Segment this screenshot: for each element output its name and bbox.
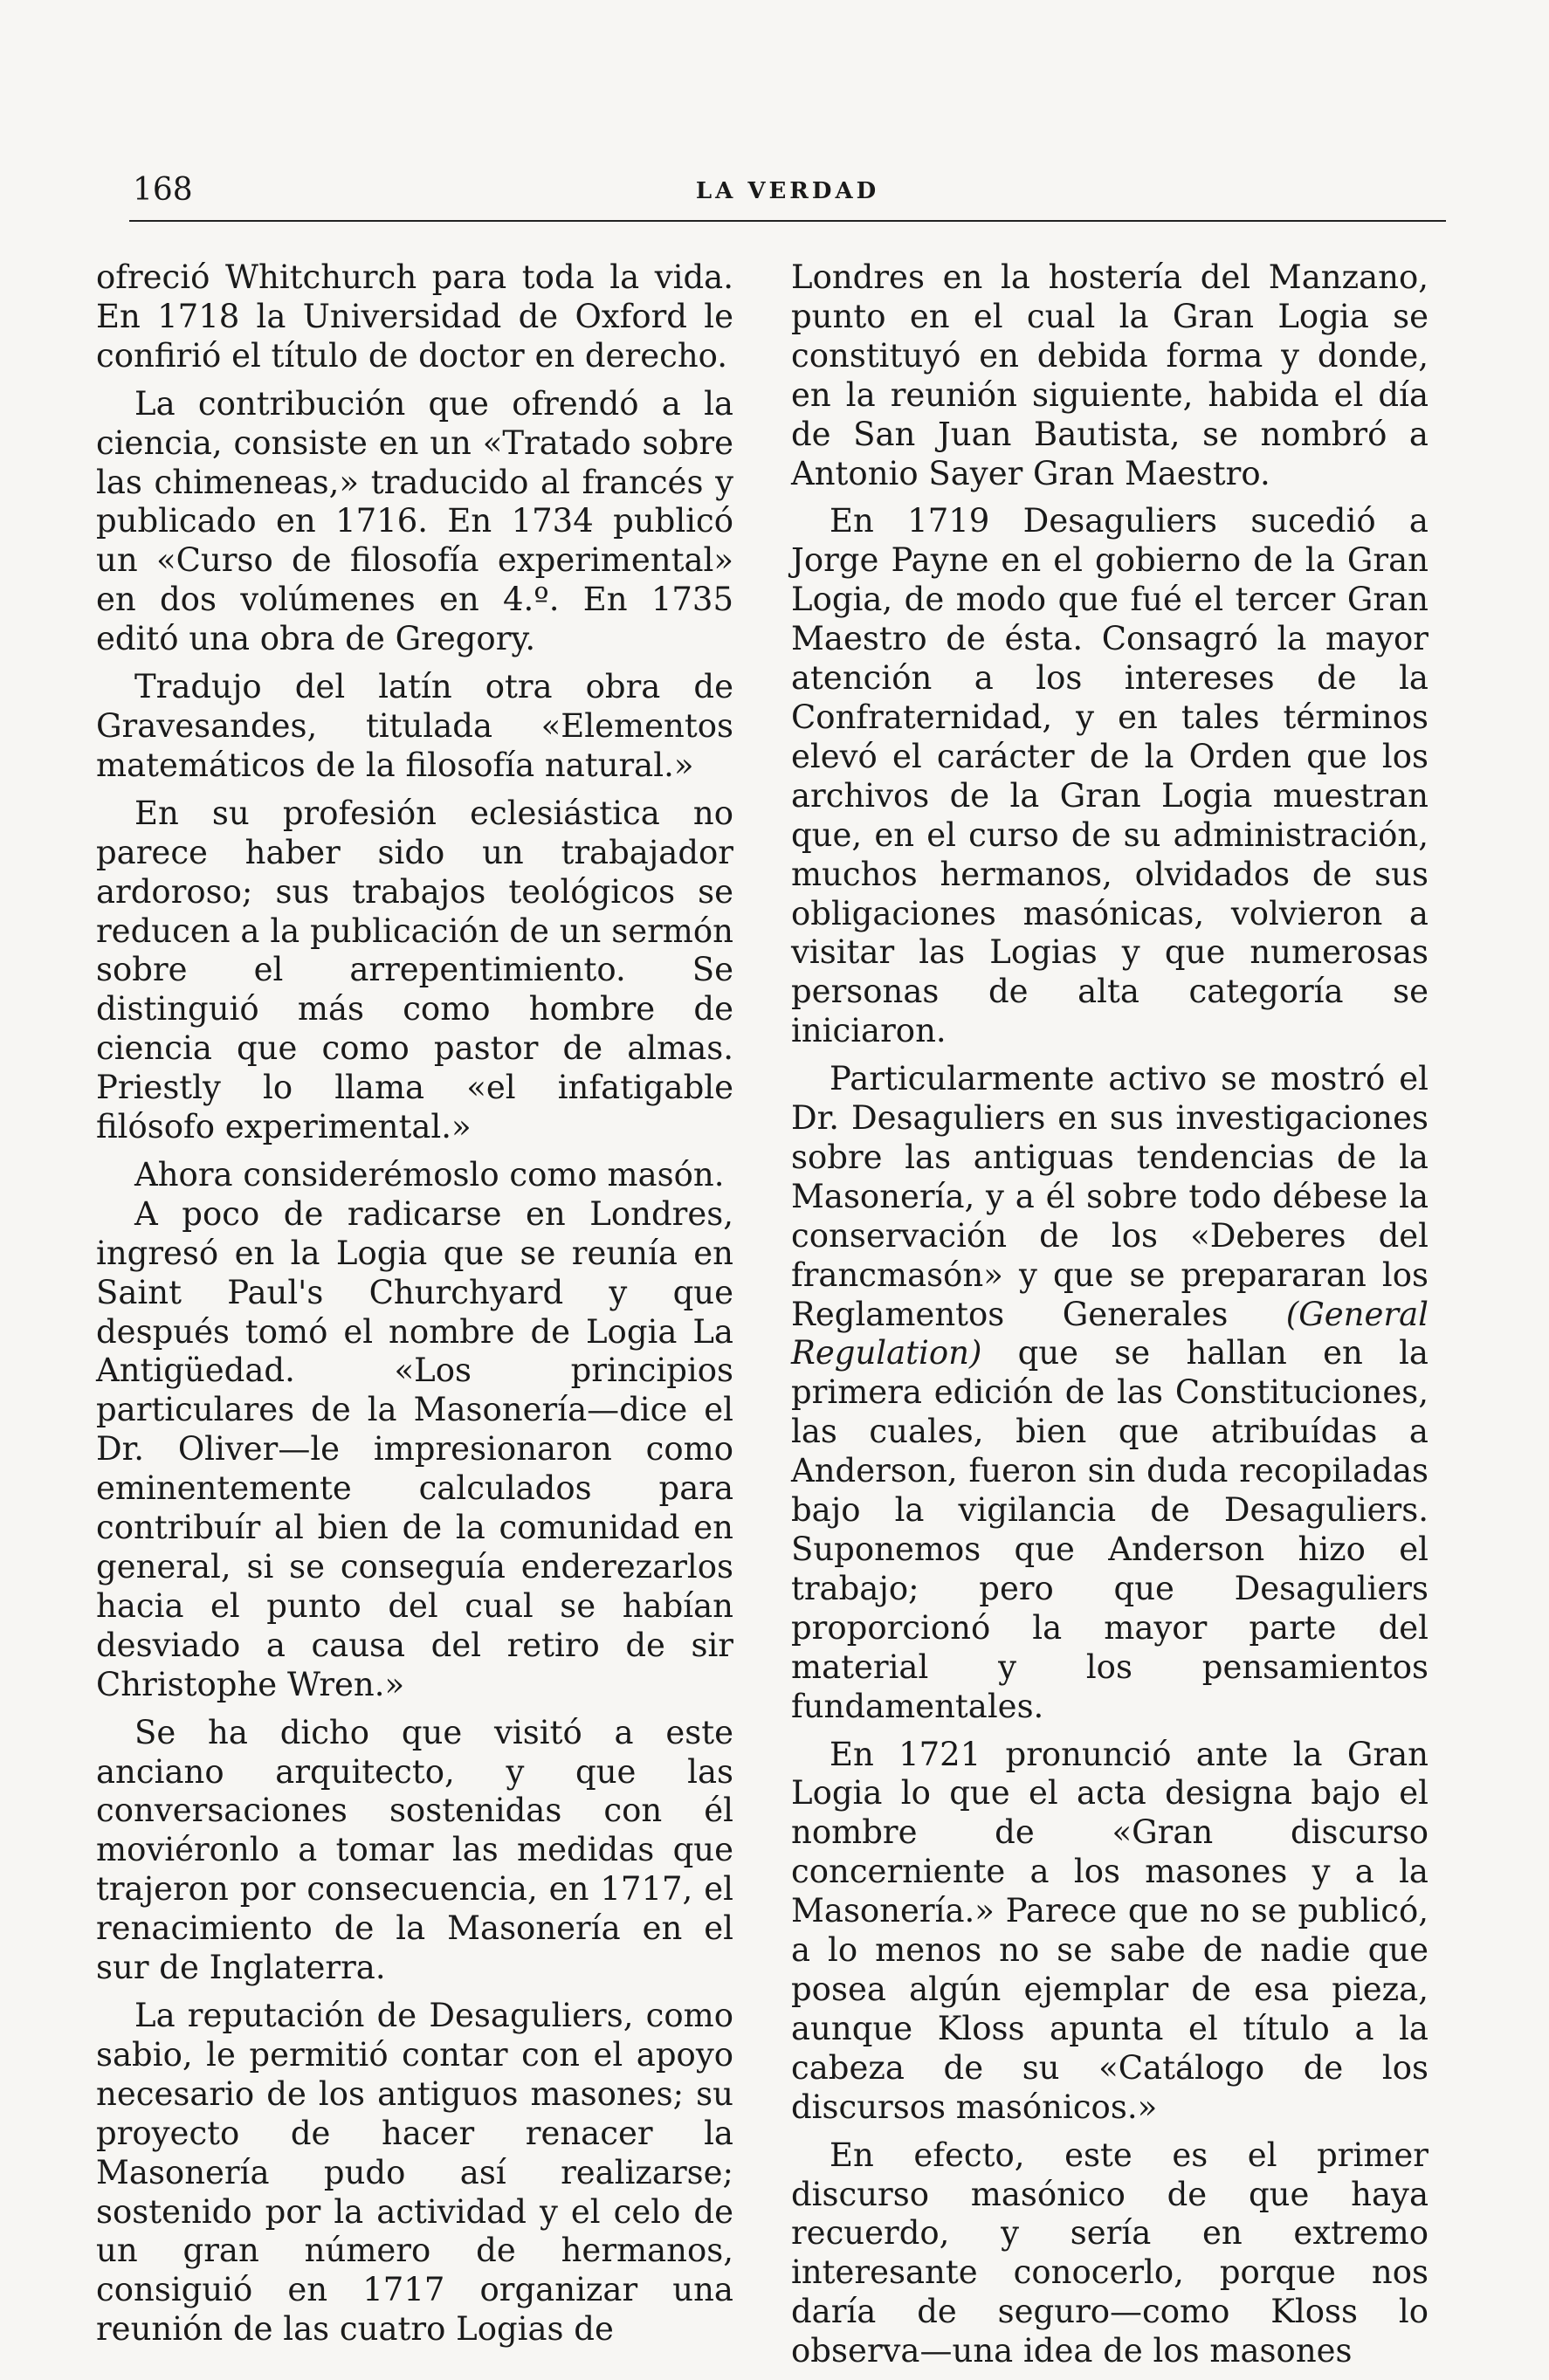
paragraph: Tradujo del latín otra obra de Gravesandes, titulada «Elementos matemáticos de la filosofía natural.» (96, 668, 733, 784)
paragraph: A poco de radicarse en Londres, ingresó en la Logia que se reunía en Saint Paul's Churchyard y que después tomó el nombre de Logia La Antigüedad. «Los principios particulares de la Masonería—dice el Dr. Oliver—le impresionaron como eminentemente calculados para contribuír al bien de la comunidad en general, si se conseguía enderezarlos hacia el punto del cual se habían desviado a causa del retiro de sir Christophe Wren.» (96, 1194, 733, 1703)
page-header (129, 168, 1446, 222)
paragraph: La contribución que ofrendó a la ciencia, consiste en un «Tratado sobre las chimeneas,» traducido al francés y publicado en 1716. En 1734 publicó un «Curso de filosofía experimental» en dos volúmenes en 4.º. En 1735 editó una obra de Gregory. (96, 384, 733, 658)
paragraph: Se ha dicho que visitó a este anciano arquitecto, y que las conversaciones sostenidas con él moviéronlo a tomar las medidas que trajeron por consecuencia, en 1717, el renacimiento de la Masonería en el sur de Inglaterra. (96, 1713, 733, 1987)
left-column (96, 258, 733, 2358)
running-title: LA VERDAD (695, 178, 880, 204)
right-column (791, 258, 1429, 2380)
paragraph: Ahora considerémoslo como masón. (134, 1155, 725, 1193)
paragraph-text: Particularmente activo se mostró el Dr. Desaguliers en sus investigaciones sobre las antiguas tendencias de la Masonería, y a él sobre todo débese la conservación de los «Deberes del francmasón» y que se prepararan los Reglamentos Generales (791, 1060, 1429, 1333)
paragraph: En su profesión eclesiástica no parece haber sido un trabajador ardoroso; sus trabajos teológicos se reducen a la publicación de un sermón sobre el arrepentimiento. Se distinguió más como hombre de ciencia que como pastor de almas. Priestly lo llama «el infatigable filósofo experimental.» (96, 794, 733, 1146)
paragraph: Londres en la hostería del Manzano, punto en el cual la Gran Logia se constituyó en debida forma y donde, en la reunión siguiente, habida el día de San Juan Bautista, se nombró a Antonio Sayer Gran Maestro. (791, 258, 1429, 492)
italic-term: (General Regulation) (791, 1295, 1429, 1372)
paragraph-text: que se hallan en la primera edición de las Constituciones, las cuales, bien que atribuídas a Anderson, fueron sin duda recopiladas bajo la vigilancia de Desaguliers. Suponemos que Anderson hizo el trabajo; pero que Desaguliers proporcionó la mayor parte del material y los pensamientos fundamentales. (791, 1334, 1429, 1725)
paragraph: En efecto, este es el primer discurso masónico de que haya recuerdo, y sería en extremo interesante conocerlo, porque nos daría de seguro—como Kloss lo observa—una idea de los masones (791, 2136, 1429, 2370)
paragraph: En 1721 pronunció ante la Gran Logia lo que el acta designa bajo el nombre de «Gran discurso concerniente a los masones y a la Masonería.» Parece que no se publicó, a lo menos no se sabe de nadie que posea algún ejemplar de esa pieza, aunque Kloss apunta el título a la cabeza de su «Catálogo de los discursos masónicos.» (791, 1735, 1429, 2126)
paragraph: En 1719 Desaguliers sucedió a Jorge Payne en el gobierno de la Gran Logia, de modo que fué el tercer Gran Maestro de ésta. Consagró la mayor atención a los intereses de la Confraternidad, y en tales términos elevó el carácter de la Orden que los archivos de la Gran Logia muestran que, en el curso de su administración, muchos hermanos, olvidados de sus obligaciones masónicas, volvieron a visitar las Logias y que numerosas personas de alta categoría se iniciaron. (791, 502, 1429, 1050)
page-number: 168 (133, 172, 193, 208)
paragraph: ofreció Whitchurch para toda la vida. En 1718 la Universidad de Oxford le confirió el título de doctor en derecho. (96, 258, 733, 375)
paragraph (791, 1060, 1429, 1726)
paragraph: La reputación de Desaguliers, como sabio, le permitió contar con el apoyo necesario de los antiguos masones; su proyecto de hacer renacer la Masonería pudo así realizarse; sostenido por la actividad y el celo de un gran número de hermanos, consiguió en 1717 organizar una reunión de las cuatro Logias de (96, 1996, 733, 2349)
